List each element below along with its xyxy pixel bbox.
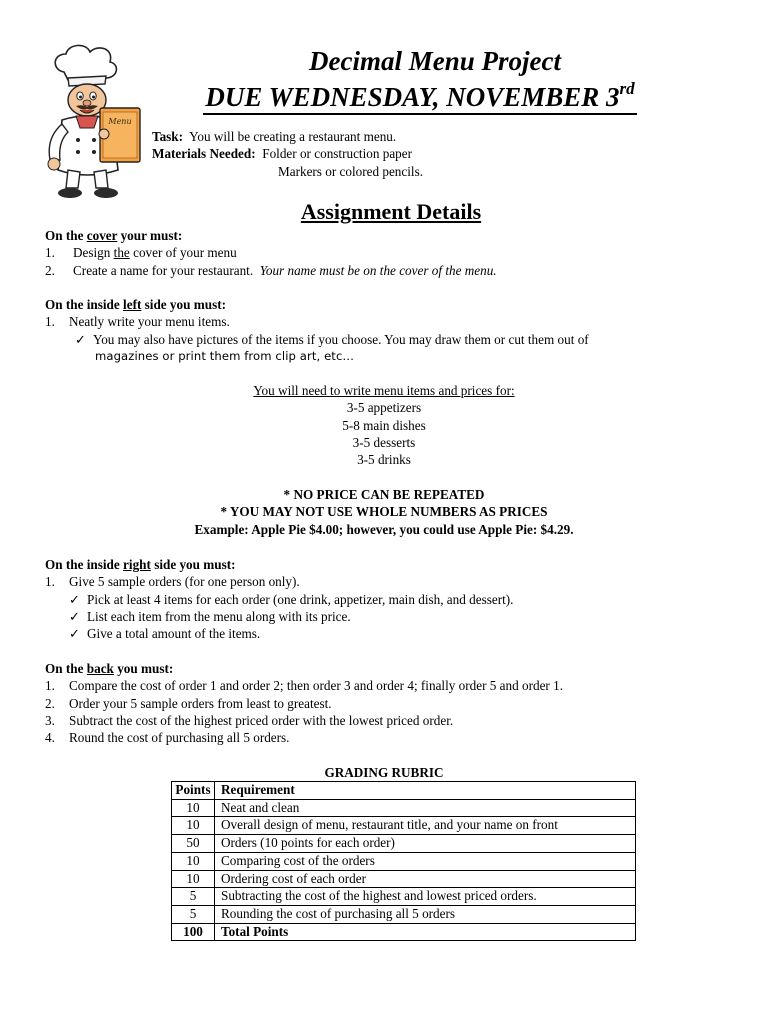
points-cell: 10 xyxy=(172,799,215,817)
back-heading xyxy=(45,660,563,677)
list-item xyxy=(45,695,563,712)
list-text: Subtract the cost of the highest priced order with the lowest priced order. xyxy=(69,712,454,728)
inside-left-heading xyxy=(45,296,589,313)
points-cell: 5 xyxy=(172,888,215,906)
check-text: You may also have pictures of the items if you choose. You may draw them or cut them out of xyxy=(93,331,589,347)
menu-board-text: Menu xyxy=(108,117,132,126)
table-header-row xyxy=(172,782,636,800)
check-text: List each item from the menu along with its price. xyxy=(87,608,351,624)
requirement-cell: Rounding the cost of purchasing all 5 orders xyxy=(215,905,636,923)
list-text: Compare the cost of order 1 and order 2; then order 3 and order 4; finally order 5 and order 1. xyxy=(69,678,563,694)
rubric-title: GRADING RUBRIC xyxy=(324,765,444,780)
list-text: cover of your menu xyxy=(129,245,237,261)
checkmark-icon: ✓ xyxy=(75,331,87,347)
requirement-item: 3-5 desserts xyxy=(352,434,416,450)
list-number: 3. xyxy=(45,712,55,728)
table-row xyxy=(172,870,636,888)
check-item xyxy=(45,591,513,608)
table-row xyxy=(172,799,636,817)
check-item xyxy=(45,608,513,625)
task-text: You will be creating a restaurant menu. xyxy=(189,129,397,144)
task-block xyxy=(152,128,423,180)
heading-post: side you must: xyxy=(150,557,236,572)
list-number: 1. xyxy=(45,574,55,590)
checkmark-icon: ✓ xyxy=(69,626,81,642)
points-cell: 10 xyxy=(172,852,215,870)
requirement-item: 3-5 appetizers xyxy=(346,400,422,416)
cover-heading-post: your must: xyxy=(117,228,183,243)
chef-image xyxy=(42,42,146,202)
list-text-italic: Your name must be on the cover of the menu. xyxy=(259,262,497,278)
requirement-cell: Overall design of menu, restaurant title, and your name on front xyxy=(215,817,636,835)
grading-rubric-table xyxy=(171,781,636,941)
cover-section xyxy=(45,227,497,279)
cover-heading-pre: On the xyxy=(45,228,87,243)
points-cell: 10 xyxy=(172,817,215,835)
list-item xyxy=(45,262,497,279)
requirement-cell: Subtracting the cost of the highest and lowest priced orders. xyxy=(215,888,636,906)
list-item xyxy=(45,313,589,330)
heading-underlined: left xyxy=(123,297,142,312)
requirement-item: 3-5 drinks xyxy=(357,452,411,468)
inside-right-heading xyxy=(45,556,513,573)
list-item xyxy=(45,729,563,746)
price-rule: * NO PRICE CAN BE REPEATED xyxy=(283,487,485,502)
heading-post: you must: xyxy=(113,661,174,676)
table-row xyxy=(172,888,636,906)
requirement-cell: Neat and clean xyxy=(215,799,636,817)
list-number: 2. xyxy=(45,695,55,711)
table-row xyxy=(172,852,636,870)
menu-requirements-heading: You will need to write menu items and prices for: xyxy=(253,383,515,398)
heading-pre: On the inside xyxy=(45,557,124,572)
price-example: Example: Apple Pie $4.00; however, you could use Apple Pie: $4.29. xyxy=(194,521,574,537)
table-row xyxy=(172,905,636,923)
due-date-text: DUE WEDNESDAY, NOVEMBER 3 xyxy=(205,82,620,112)
price-rule: * YOU MAY NOT USE WHOLE NUMBERS AS PRICES xyxy=(220,504,548,520)
requirement-cell: Comparing cost of the orders xyxy=(215,852,636,870)
checkmark-icon: ✓ xyxy=(69,608,81,624)
due-date-superscript: rd xyxy=(619,79,635,98)
menu-requirements xyxy=(0,382,768,468)
heading-post: side you must: xyxy=(141,297,226,312)
list-number: 1. xyxy=(45,678,55,694)
task-label: Task: xyxy=(152,129,184,144)
list-number: 1. xyxy=(45,314,55,330)
list-text: Give 5 sample orders (for one person only). xyxy=(69,574,300,590)
requirement-cell: Orders (10 points for each order) xyxy=(215,835,636,853)
list-item xyxy=(45,677,563,694)
check-text-continued: magazines or print them from clip art, etc… xyxy=(95,348,355,363)
cover-heading-underlined: cover xyxy=(86,228,118,243)
check-text: Give a total amount of the items. xyxy=(87,626,261,642)
inside-right-section xyxy=(45,556,513,642)
heading-pre: On the inside xyxy=(45,297,124,312)
points-cell: 10 xyxy=(172,870,215,888)
heading-underlined: right xyxy=(123,557,151,572)
check-item xyxy=(45,625,513,642)
list-text: Order your 5 sample orders from least to greatest. xyxy=(69,695,332,711)
requirement-cell: Ordering cost of each order xyxy=(215,870,636,888)
assignment-details-heading: Assignment Details xyxy=(300,199,482,224)
list-text: Create a name for your restaurant. xyxy=(73,262,254,278)
table-row xyxy=(172,817,636,835)
heading-pre: On the xyxy=(45,661,87,676)
points-cell: 50 xyxy=(172,835,215,853)
check-text: Pick at least 4 items for each order (one drink, appetizer, main dish, and dessert). xyxy=(87,591,514,607)
material-item: Markers or colored pencils. xyxy=(278,163,424,179)
header-requirement: Requirement xyxy=(215,782,636,800)
list-item xyxy=(45,244,497,261)
list-item xyxy=(45,712,563,729)
list-text-underlined: the xyxy=(113,245,130,261)
check-item xyxy=(45,331,589,348)
material-item: Folder or construction paper xyxy=(262,146,413,162)
list-number: 4. xyxy=(45,730,55,746)
checkmark-icon: ✓ xyxy=(69,591,81,607)
price-rules xyxy=(0,486,768,538)
heading-underlined: back xyxy=(86,661,114,676)
table-row xyxy=(172,835,636,853)
due-date-title xyxy=(150,80,690,114)
cover-heading xyxy=(45,227,497,244)
project-title: Decimal Menu Project xyxy=(309,46,561,76)
materials-label: Materials Needed: xyxy=(152,146,256,162)
list-item xyxy=(45,573,513,590)
inside-left-section xyxy=(45,296,589,365)
list-text: Round the cost of purchasing all 5 orders. xyxy=(69,730,290,746)
total-label-cell: Total Points xyxy=(215,923,636,941)
list-number: 1. xyxy=(45,245,55,261)
header-points: Points xyxy=(172,782,215,800)
list-number: 2. xyxy=(45,262,55,278)
chef-holding-menu-icon xyxy=(42,42,146,202)
requirement-item: 5-8 main dishes xyxy=(342,417,426,433)
total-points-cell: 100 xyxy=(172,923,215,941)
back-section xyxy=(45,660,563,746)
list-text: Design xyxy=(73,245,114,261)
list-text: Neatly write your menu items. xyxy=(69,314,230,330)
table-total-row xyxy=(172,923,636,941)
points-cell: 5 xyxy=(172,905,215,923)
